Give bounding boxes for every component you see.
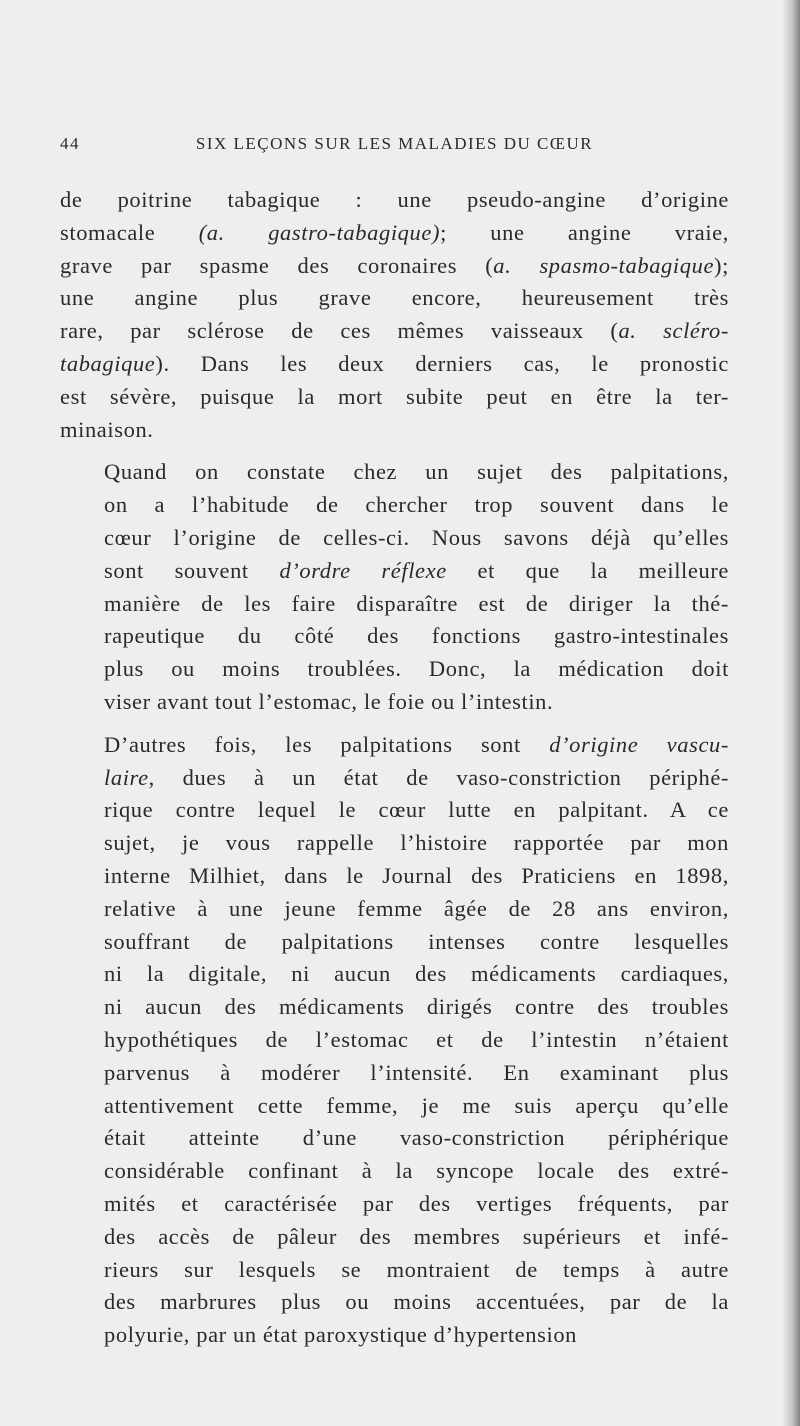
text-segment: mités et caractérisée par des vertiges fréquents, par [104,1190,729,1216]
text-line [60,1024,729,1057]
text-line [60,926,729,959]
text-segment: des marbrures plus ou moins accentuées, par de la [104,1289,729,1315]
text-segment: ; une angine vraie, [440,219,729,245]
text-line [60,250,729,283]
text-segment: attentivement cette femme, je me suis aperçu qu’elle [104,1092,729,1118]
text-line [60,1057,729,1090]
text-segment: rieurs sur lesquels se montraient de temps à autre [104,1256,729,1282]
text-line [60,555,729,588]
text-segment: cœur l’origine de celles-ci. Nous savons déjà qu’elles [104,524,729,550]
italic-text: tabagique [60,350,156,376]
text-segment: on a l’habitude de chercher trop souvent dans le [104,492,729,518]
text-segment: ); [714,252,729,278]
text-segment: rapeutique du côté des fonctions gastro-intestinales [104,623,729,649]
text-segment: ). Dans les deux derniers cas, le pronostic [155,350,729,376]
text-line [60,1188,729,1221]
text-line [60,827,729,860]
text-segment: des accès de pâleur des membres supérieurs et infé- [104,1223,729,1249]
text-segment: considérable confinant à la syncope locale des extré- [104,1158,729,1184]
text-line [60,762,729,795]
text-segment: était atteinte d’une vaso-constriction périphérique [104,1125,729,1151]
page-edge-shadow [782,0,800,1426]
text-segment: une angine plus grave encore, heureusement très [60,285,729,311]
text-segment: minaison. [60,416,154,442]
text-line [60,1090,729,1123]
text-segment: manière de les faire disparaître est de diriger la thé- [104,590,729,616]
text-segment: ni la digitale, ni aucun des médicaments cardiaques, [104,961,729,987]
paragraph [60,729,729,1352]
paragraph [60,184,729,446]
text-segment: parvenus à modérer l’intensité. En examinant plus [104,1059,729,1085]
text-line [60,489,729,522]
text-segment: hypothétiques de l’estomac et de l’intestin n’étaient [104,1026,729,1052]
text-segment: D’autres fois, les palpitations sont [104,731,550,757]
text-line [60,522,729,555]
text-line [60,588,729,621]
text-segment: plus ou moins troublées. Donc, la médication doit [104,656,729,682]
text-line [60,1122,729,1155]
text-segment: Quand on constate chez un sujet des palpitations, [104,459,729,485]
paragraph [60,456,729,718]
text-segment: souffrant de palpitations intenses contre lesquelles [104,928,729,954]
text-line [60,217,729,250]
text-segment: polyurie, par un état paroxystique d’hypertension [104,1322,578,1348]
italic-text: d’ordre réflexe [279,557,447,583]
italic-text: d’origine vascu- [549,731,729,757]
italic-text: laire [104,764,149,790]
text-line [60,991,729,1024]
text-line [60,653,729,686]
text-segment: stomacale [60,219,199,245]
text-line [60,1155,729,1188]
text-line [60,456,729,489]
text-line [60,1286,729,1319]
text-segment: est sévère, puisque la mort subite peut en être la ter- [60,383,729,409]
text-segment: sont souvent [104,557,280,583]
text-line [60,686,729,719]
text-line [60,729,729,762]
running-title: SIX LEÇONS SUR LES MALADIES DU CŒUR [195,134,594,153]
text-segment: interne Milhiet, dans le Journal des Praticiens en 1898, [104,862,729,888]
text-line [60,893,729,926]
page-header [60,134,729,158]
text-line [60,860,729,893]
italic-text: a. scléro- [618,318,729,344]
text-line [60,794,729,827]
text-segment: et que la meilleure [446,557,730,583]
text-segment: de poitrine tabagique : une pseudo-angine d’origine [60,187,729,212]
text-line [60,958,729,991]
text-segment: relative à une jeune femme âgée de 28 ans environ, [104,895,729,921]
text-line [60,282,729,315]
text-segment: , dues à un état de vaso-constriction périphé- [148,764,729,790]
text-line [60,348,729,381]
text-line [60,414,729,447]
text-segment: sujet, je vous rappelle l’histoire rapportée par mon [104,830,729,856]
text-segment: viser avant tout l’estomac, le foie ou l’intestin. [104,688,554,714]
text-line [60,1319,729,1352]
page-number: 44 [60,134,80,153]
text-segment: grave par spasme des coronaires ( [60,252,494,278]
italic-text: (a. gastro-tabagique) [198,219,441,245]
text-line [60,184,729,217]
italic-text: a. spasmo-tabagique [493,252,715,278]
text-segment: rare, par sclérose de ces mêmes vaisseaux ( [60,318,619,344]
body-text [60,184,729,1352]
text-segment: ni aucun des médicaments dirigés contre des troubles [104,994,729,1020]
text-line [60,315,729,348]
text-line [60,1254,729,1287]
text-line [60,381,729,414]
text-line [60,1221,729,1254]
text-segment: rique contre lequel le cœur lutte en palpitant. A ce [104,797,729,823]
text-line [60,620,729,653]
